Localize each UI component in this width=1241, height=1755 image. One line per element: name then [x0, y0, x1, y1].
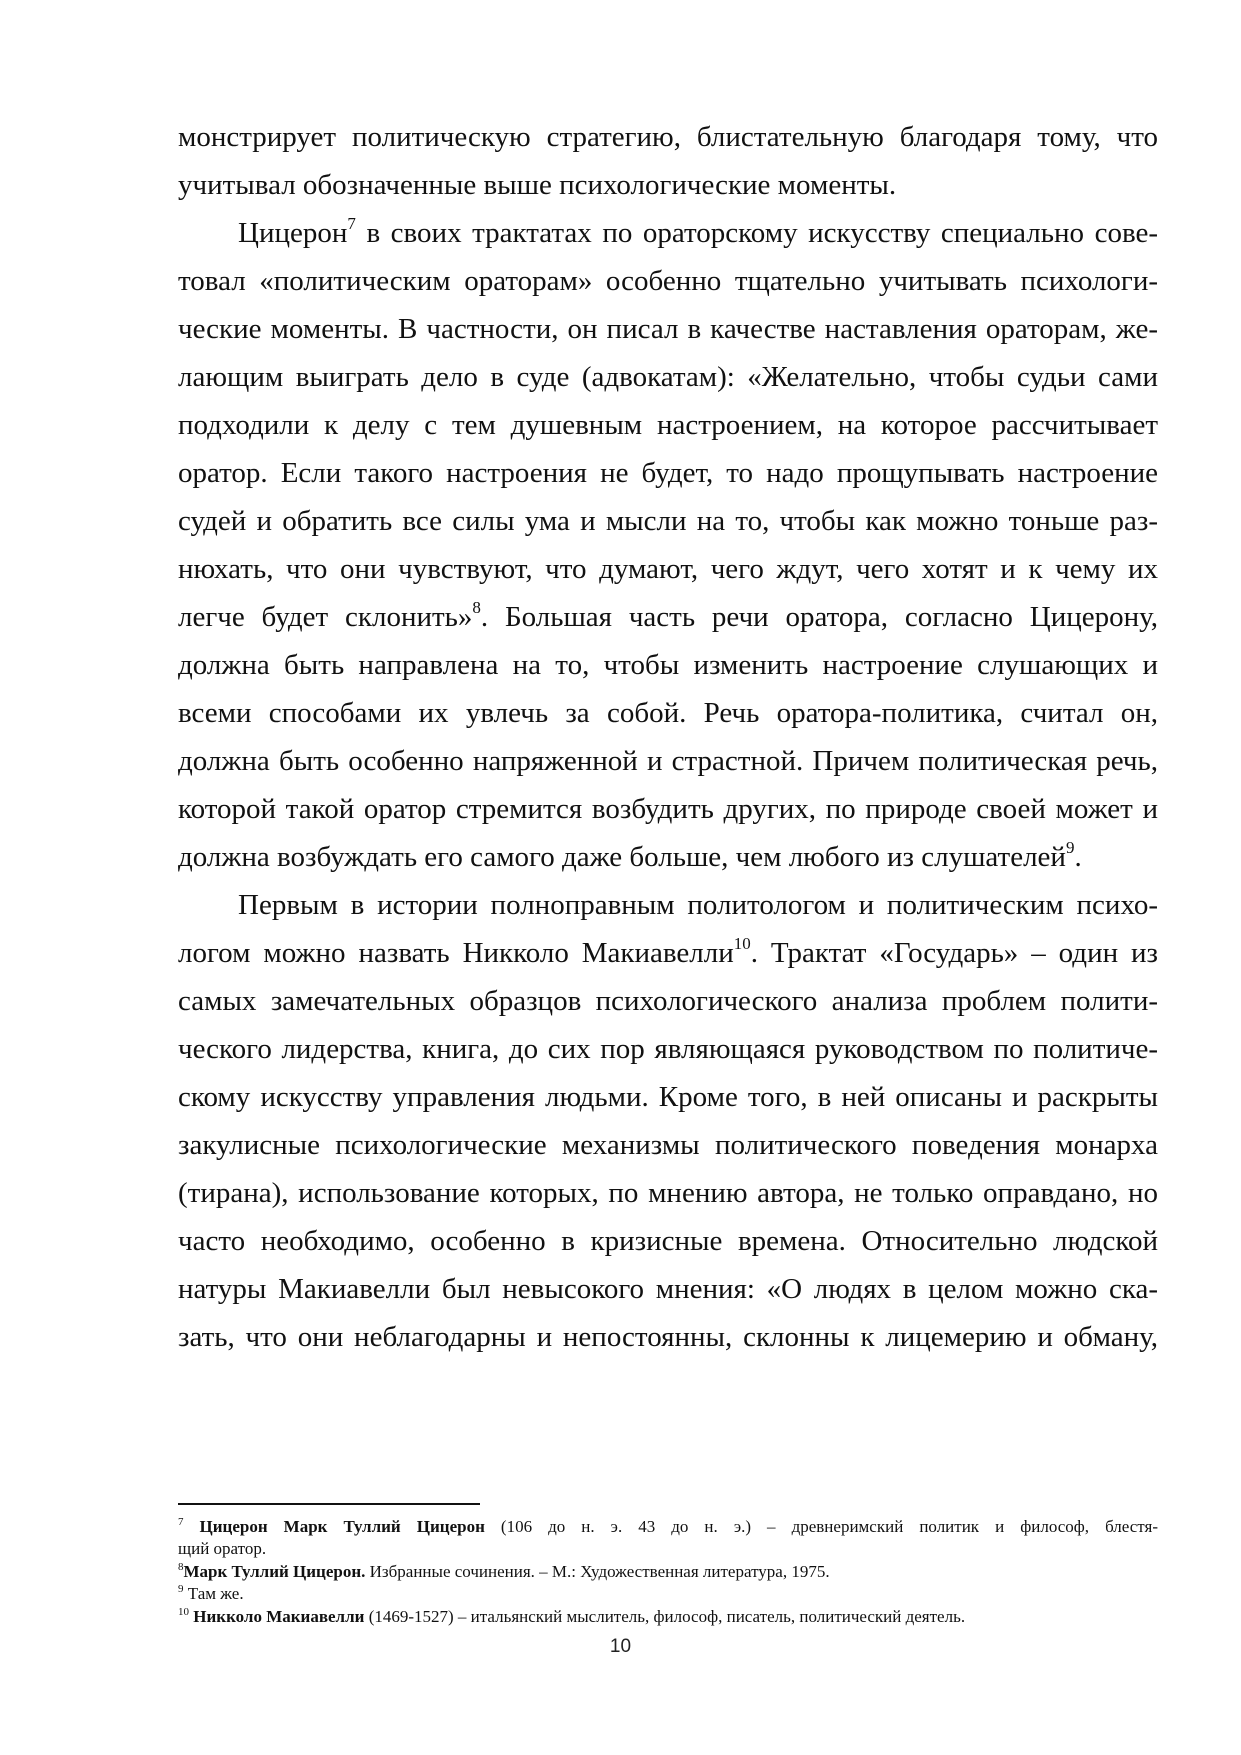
body-line-2: учитывал обозначенные выше психологические моменты. [178, 169, 897, 201]
body-line-18: логом можно назвать Никколо Макиавелли$^{10}$. Трактат «Государь» – один из [178, 934, 1158, 969]
body-line-24: часто необходимо, особенно в кризисные времена. Относительно людской [178, 1225, 1158, 1257]
body-line-26: зать, что они неблагодарны и непостоянны, склонны к лицемерию и обману, [178, 1321, 1158, 1353]
body-line-10: нюхать, что они чувствуют, что думают, чего ждут, чего хотят и к чему их [178, 553, 1158, 585]
footnote-7-continued: щий оратор. [178, 1539, 267, 1558]
footnote-10: $^{10}$ Никколо Макиавелли (1469-1527) – итальянский мыслитель, философ, писатель, политический деятель. [178, 1606, 966, 1626]
body-line-11: легче будет склонить»$^8$. Большая часть речи оратора, согласно Цицерону, [178, 598, 1158, 633]
body-line-23: (тирана), использование которых, по мнению автора, не только оправдано, но [178, 1177, 1158, 1209]
footnote-ref-10: 10 [733, 934, 751, 953]
page-number: 10 [609, 1636, 632, 1657]
body-line-22: закулисные психологические механизмы политического поведения монарха [178, 1129, 1158, 1161]
body-line-3: Цицерон$^7$ в своих трактатах по ораторскому искусству специально сове- [238, 214, 1159, 249]
body-line-13: всеми способами их увлечь за собой. Речь оратора-политика, считал он, [178, 697, 1158, 729]
body-line-14: должна быть особенно напряженной и страстной. Причем политическая речь, [178, 745, 1158, 777]
body-line-6: лающим выиграть дело в суде (адвокатам): «Желательно, чтобы судьи сами [178, 361, 1158, 393]
footnote-ref-7: 7 [347, 214, 356, 233]
footnote-9: $^9$ Там же. [178, 1583, 244, 1603]
body-line-5: ческие моменты. В частности, он писал в качестве наставления ораторам, же- [178, 313, 1158, 345]
body-line-7: подходили к делу с тем душевным настроением, на которое рассчитывает [178, 409, 1158, 441]
footnote-ref-9: 9 [1065, 838, 1075, 857]
text-cicero: Цицерон [238, 217, 348, 249]
body-line-16: должна возбуждать его самого даже больше, чем любого из слушателей$^9$. [178, 838, 1082, 873]
footnote-separator [178, 1503, 480, 1505]
footnote-ref-8: 8 [472, 598, 481, 617]
body-line-15: которой такой оратор стремится возбудить других, по природе своей может и [178, 793, 1158, 825]
body-line-1: монстрирует политическую стратегию, блистательную благодаря тому, что [178, 121, 1158, 153]
body-line-9: судей и обратить все силы ума и мысли на то, чтобы как можно тоньше раз- [178, 505, 1158, 537]
body-line-8: оратор. Если такого настроения не будет, то надо прощупывать настроение [178, 457, 1158, 489]
body-line-21: скому искусству управления людьми. Кроме того, в ней описаны и раскрыты [178, 1081, 1158, 1113]
body-line-17: Первым в истории полноправным политологом и политическим психо- [238, 889, 1158, 921]
footnote-8: $^8$Марк Туллий Цицерон. Избранные сочинения. – М.: Художественная литература, 1975. [178, 1561, 830, 1581]
body-line-19: самых замечательных образцов психологического анализа проблем полити- [178, 985, 1158, 1017]
body-line-20: ческого лидерства, книга, до сих пор являющаяся руководством по политиче- [178, 1033, 1158, 1065]
body-line-25: натуры Макиавелли был невысокого мнения: «О людях в целом можно ска- [178, 1273, 1158, 1305]
body-line-12: должна быть направлена на то, чтобы изменить настроение слушающих и [178, 649, 1158, 681]
footnote-7: $^7$ Цицерон Марк Туллий Цицерон (106 до н. э. 43 до н. э.) – древнеримский политик и философ, блестя- [178, 1516, 1158, 1536]
body-line-4: товал «политическим ораторам» особенно тщательно учитывать психологи- [178, 265, 1158, 297]
